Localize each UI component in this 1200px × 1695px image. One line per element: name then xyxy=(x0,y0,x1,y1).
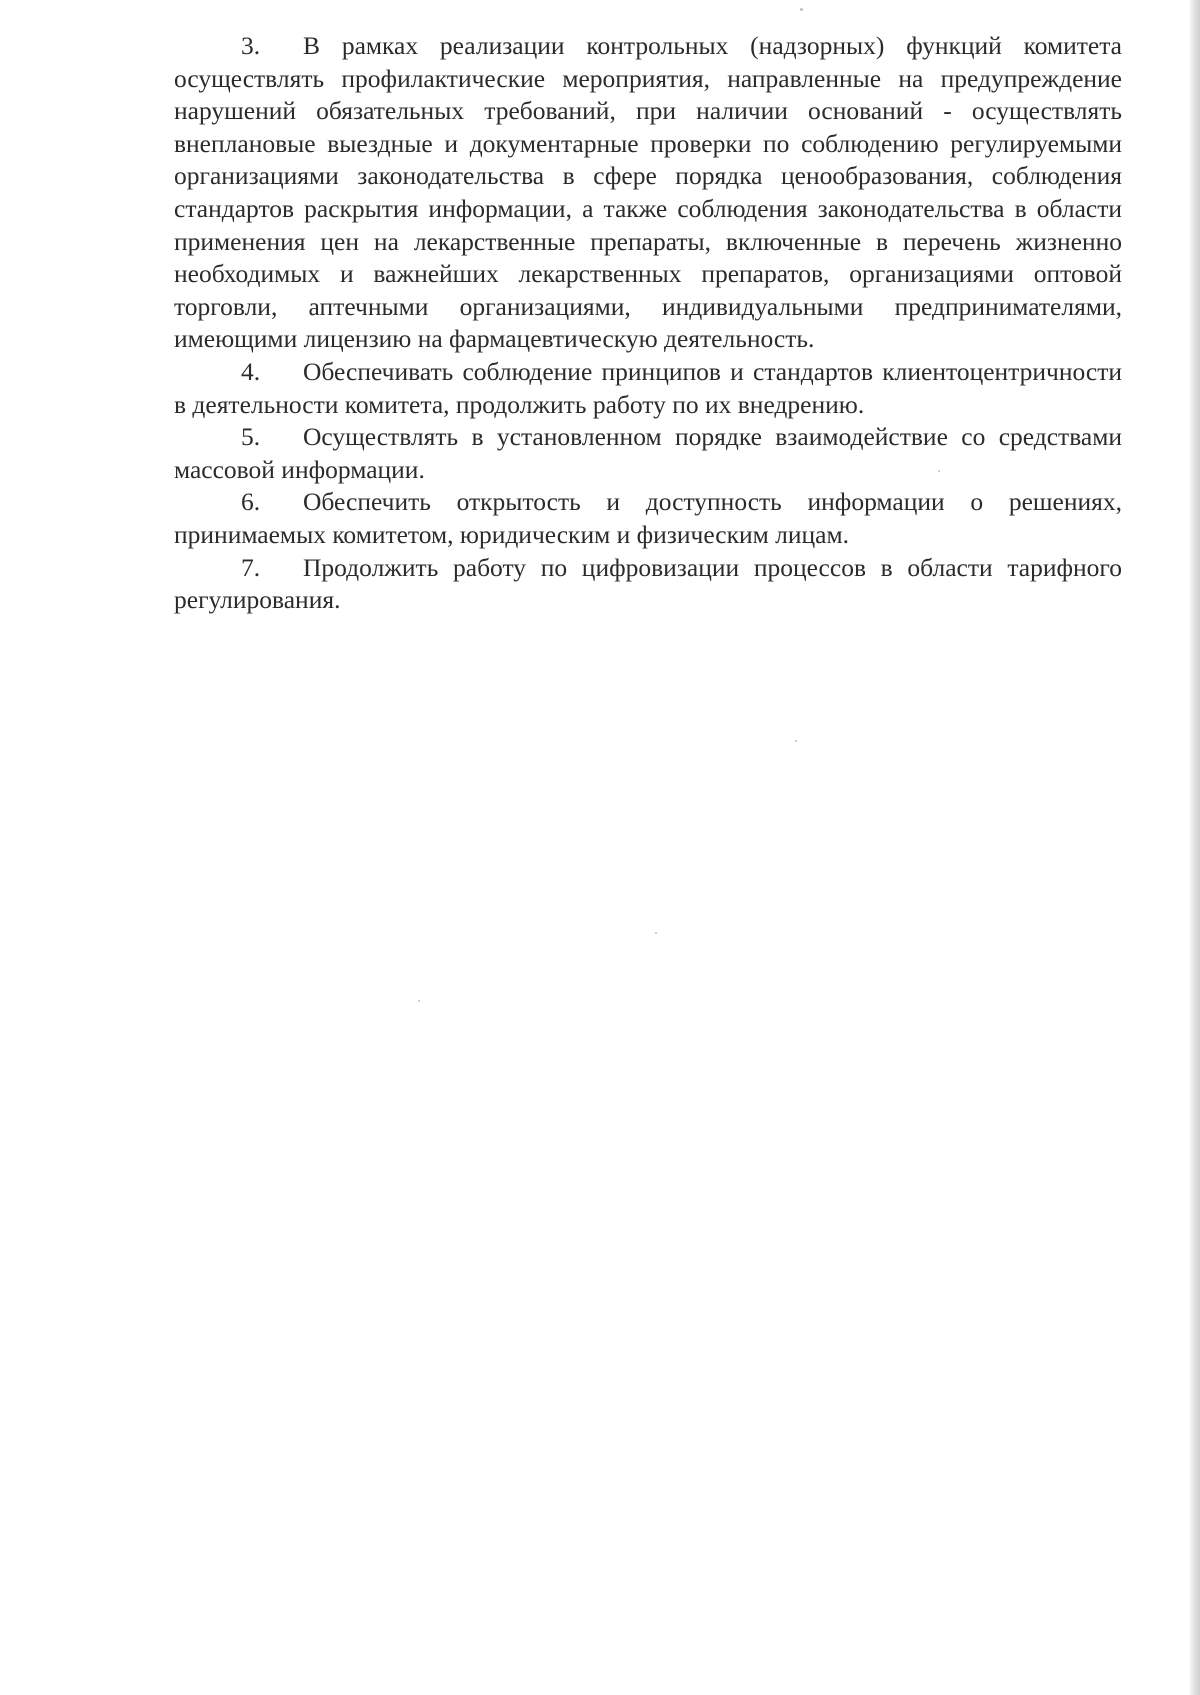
scan-speck xyxy=(938,470,940,472)
item-number: 5. xyxy=(241,422,261,452)
item-number: 3. xyxy=(241,31,261,60)
item-text: Обеспечить открытость и доступность информации о решениях, принимаемых комитетом, юридическим и физическим лицам. xyxy=(174,487,1122,549)
item-text: Продолжить работу по цифровизации процессов в области тарифного регулирования. xyxy=(174,552,1122,615)
list-item xyxy=(174,552,1122,617)
scan-speck xyxy=(655,932,657,934)
item-text: В рамках реализации контрольных (надзорных) функций комитета осуществлять профилактические мероприятия, направленные на предупреждение нарушений обязательных требований, при наличии оснований - осуществлять внеплановые выездные и документарные проверки по соблюдению регулируемыми организациями законодательства в сфере порядка ценообразования, соблюдения стандартов раскрытия информации, а также соблюдения законодательства в области применения цен на лекарственные препараты, включенные в перечень жизненно необходимых и важнейших лекарственных препаратов, организациями оптовой торговли, аптечными организациями, индивидуальными предпринимателями, имеющими лицензию на фармацевтическую деятельность. xyxy=(174,31,1122,354)
item-text: Осуществлять в установленном порядке взаимодействие со средствами массовой информации. xyxy=(174,422,1122,484)
scan-edge-shadow xyxy=(1190,0,1200,1695)
list-item xyxy=(174,486,1122,551)
scan-speck xyxy=(418,1000,420,1002)
scan-speck xyxy=(795,740,797,742)
list-item xyxy=(174,356,1122,421)
list-item xyxy=(174,30,1122,356)
document-body xyxy=(174,30,1122,617)
scan-speck xyxy=(800,8,803,11)
item-number: 4. xyxy=(241,356,261,386)
item-number: 6. xyxy=(241,487,261,517)
item-number: 7. xyxy=(241,552,261,582)
list-item xyxy=(174,421,1122,486)
item-text: Обеспечивать соблюдение принципов и стандартов клиентоцентричности в деятельности комитета, продолжить работу по их внедрению. xyxy=(174,356,1122,419)
